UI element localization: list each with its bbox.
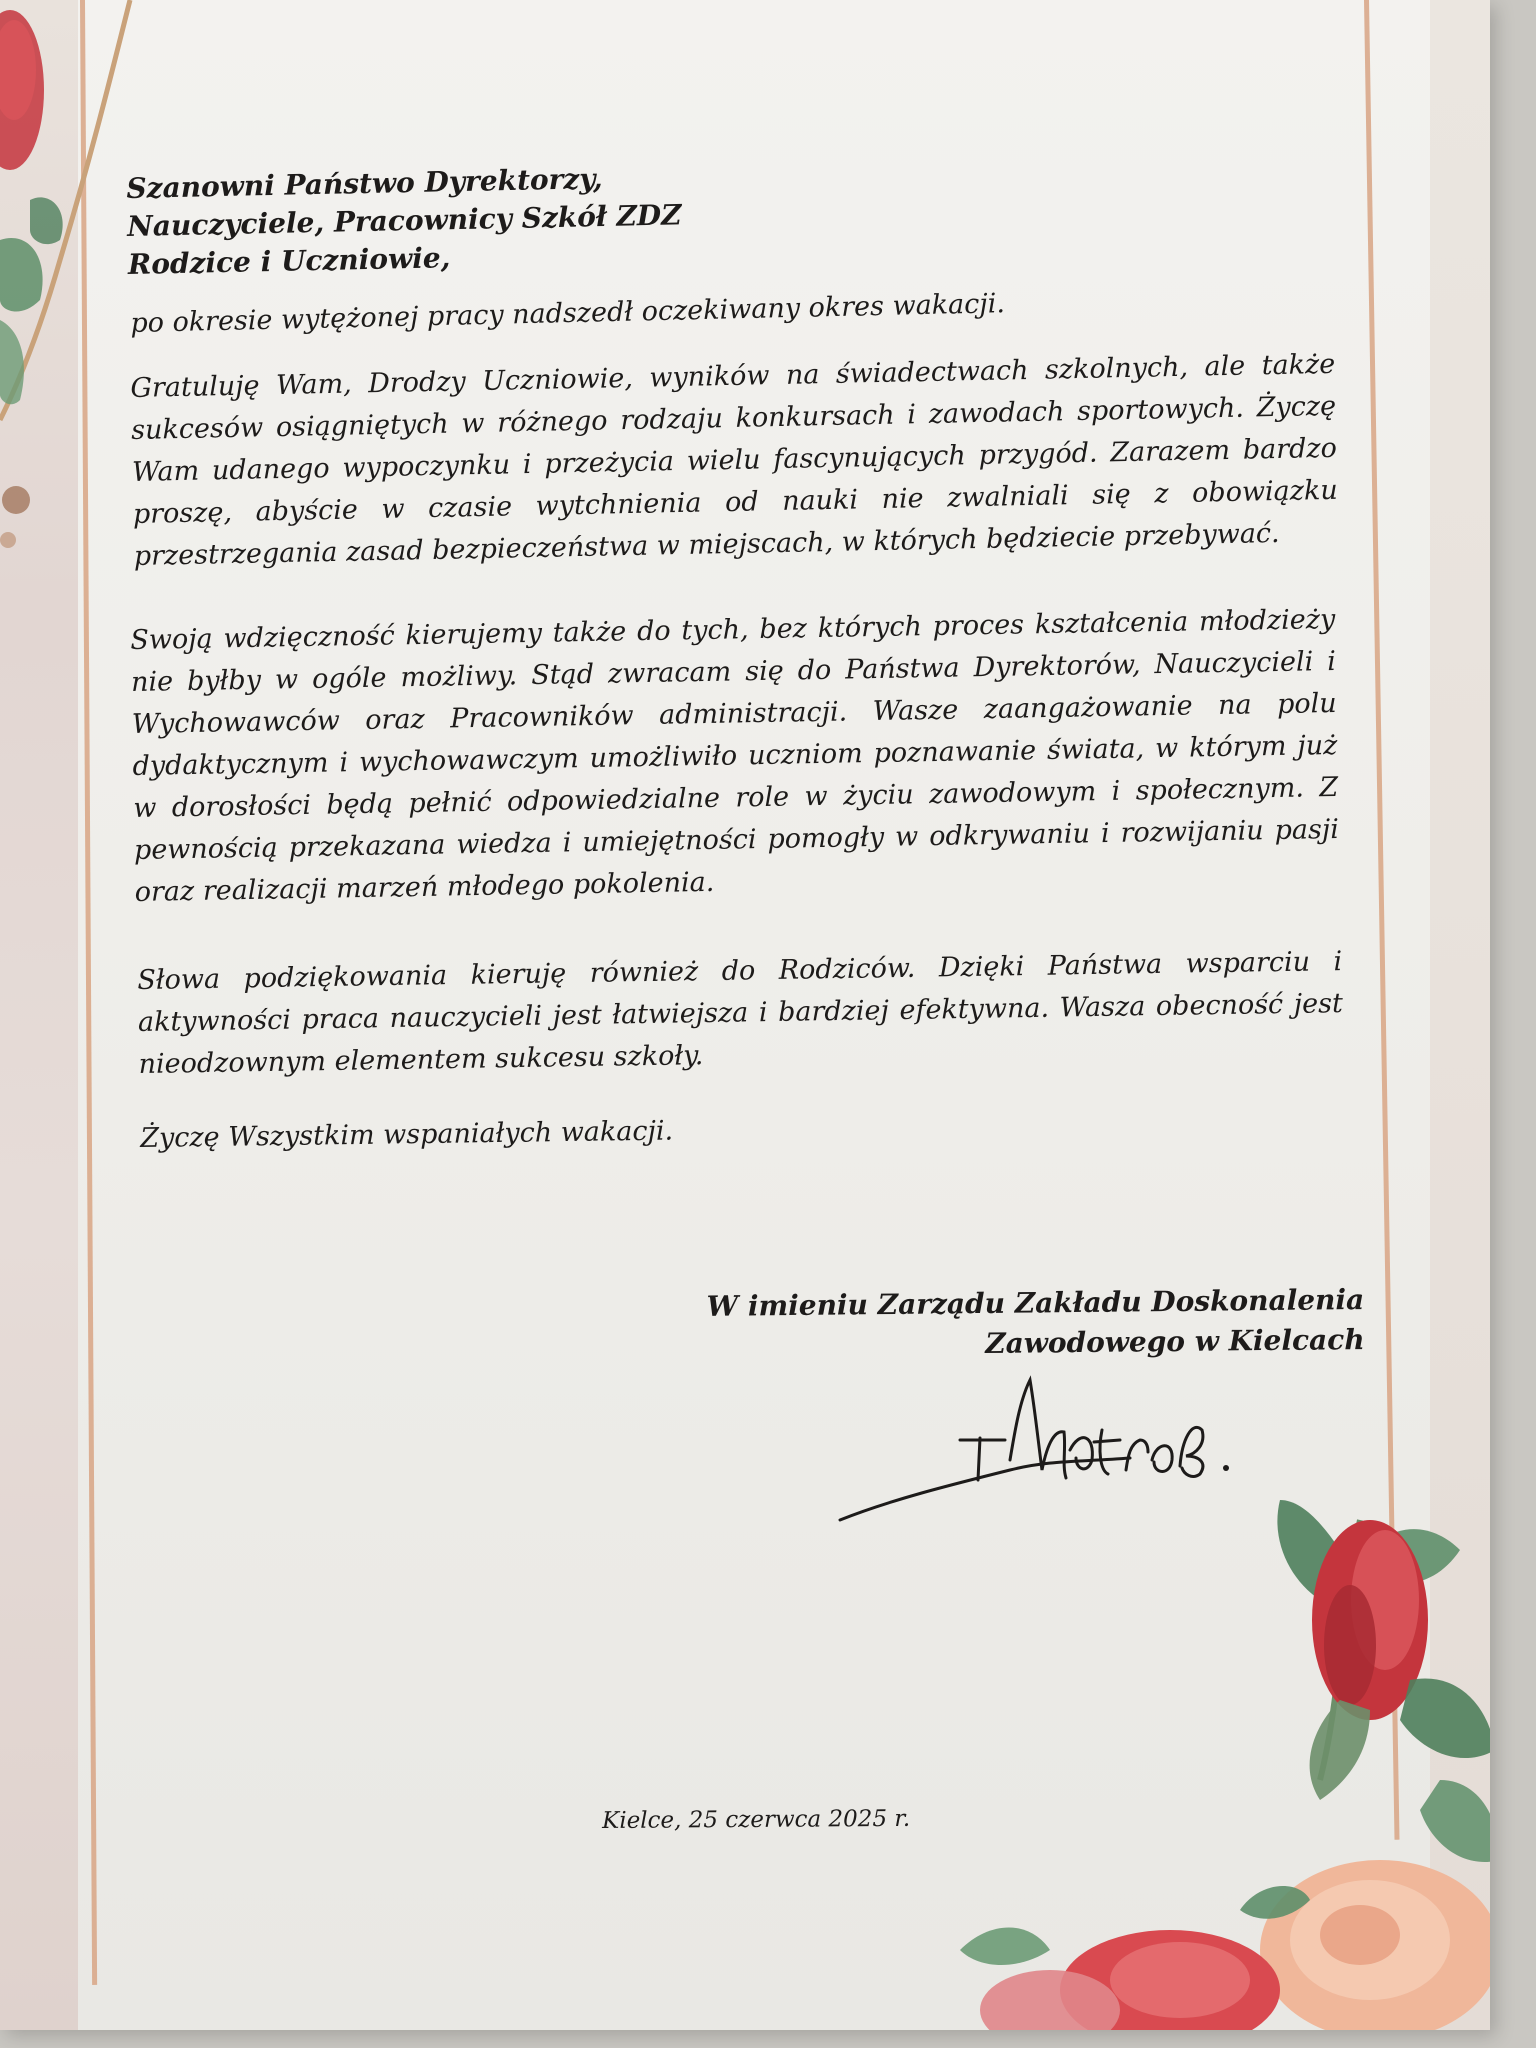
paragraph-parents: Słowa podziękowania kieruję również do Rodziców. Dzięki Państwa wsparciu i aktywności praca nauczycieli jest łatwiejsza i bardziej efektywna. Wasza obecność jest nieodzownym elementem sukcesu szkoły. [137, 946, 1344, 1080]
paragraph-students: Gratuluję Wam, Drodzy Uczniowie, wyników na świadectwach szkolnych, ale także sukcesów osiągniętych w różnego rodzaju konkursach i zawodach sportowych. Życzę Wam udanego wypoczynku i przeżycia wielu fascynujących przygód. Zarazem bardzo proszę, abyście w czasie wytchnienia od nauki nie zwalniali się z obowiązku przestrzegania zasad bezpieczeństwa w miejscach, w których będziecie przebywać. [130, 348, 1339, 572]
closing-block [660, 1280, 1365, 1367]
intro-sentence: po okresie wytężonej pracy nadszedł oczekiwany okres wakacji. [130, 288, 1006, 339]
greeting-block [126, 155, 828, 284]
greeting-line: Nauczyciele, Pracownicy Szkół ZDZ [126, 198, 682, 243]
greeting-line: Rodzice i Uczniowie, [127, 241, 451, 281]
paragraph-wishes: Życzę Wszystkim wspaniałych wakacji. [140, 1115, 674, 1154]
closing-line: Zawodowego w Kielcach [985, 1322, 1365, 1360]
paragraph-staff: Swoją wdzięczność kierujemy także do tych, bez których proces kształcenia młodzieży nie byłby w ogóle możliwy. Stąd zwracam się do Państwa Dyrektorów, Nauczycieli i Wychowawców oraz Pracowników administracji. Wasze zaangażowanie na polu dydaktycznym i wychowawczym umożliwiło uczniom poznawanie świata, w którym już w dorosłości będą pełnić odpowiedzialne role w życiu zawodowym i społecznym. Z pewnością przekazana wiedza i umiejętności pomogły w odkrywaniu i rozwijaniu pasji oraz realizacji marzeń młodego pokolenia. [130, 603, 1340, 908]
closing-line: W imieniu Zarządu Zakładu Doskonalenia [706, 1282, 1365, 1323]
greeting-line: Szanowni Państwo Dyrektorzy, [126, 162, 603, 205]
handwritten-signature [830, 1370, 1250, 1530]
letter-date: Kielce, 25 czerwca 2025 r. [602, 1805, 911, 1834]
